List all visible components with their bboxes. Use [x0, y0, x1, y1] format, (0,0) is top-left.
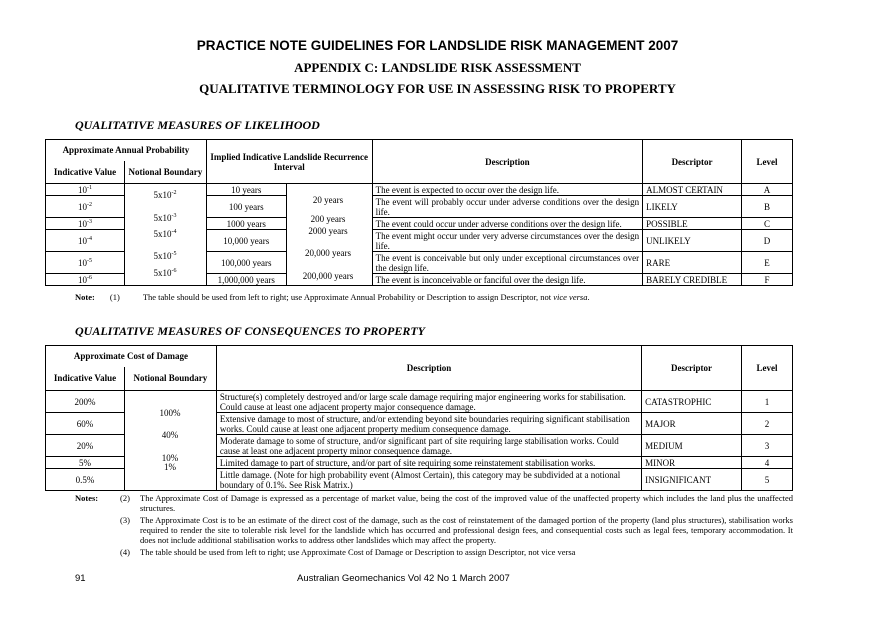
consequences-col-notional: Notional Boundary: [124, 367, 216, 391]
table-row: 5% Limited damage to part of structure, and/or part of site requiring some reinstatement stabilisation works. MINOR 4: [46, 457, 793, 469]
interval-boundary: 2000 years: [308, 226, 348, 236]
table-row: $10^{-6}$ 1,000,000 years The event is inconceivable or fanciful over the design life. BARELY CREDIBLE F: [46, 274, 793, 286]
note-item: (4) The table should be used from left to right; use Approximate Cost of Damage or Description to assign Descriptor, not vice versa: [120, 547, 576, 557]
boundary-value: $5x10^{-5}$: [153, 251, 177, 261]
page-number: 91: [75, 573, 86, 584]
boundary-value: $5x10^{-2}$: [153, 190, 177, 200]
consequences-col-descriptor: Descriptor: [642, 346, 742, 391]
boundary-value: $5x10^{-3}$: [153, 213, 177, 223]
consequences-col-description: Description: [216, 346, 641, 391]
likelihood-col-recurrence: Implied Indicative Landslide Recurrence Interval: [206, 140, 372, 184]
consequences-col-indicative: Indicative Value: [46, 367, 125, 391]
boundary-value: $5x10^{-4}$: [153, 229, 177, 239]
likelihood-col-group: Approximate Annual Probability: [46, 140, 207, 161]
consequences-col-group: Approximate Cost of Damage: [46, 346, 217, 367]
cost-boundary: 100%: [159, 408, 181, 418]
journal-footer: Australian Geomechanics Vol 42 No 1 March 2007: [297, 573, 510, 584]
cost-boundary: 1%: [164, 462, 176, 472]
table-row: $10^{-5}$ 100,000 years The event is conceivable but only under exceptional circumstances over the design life. RARE E: [46, 252, 793, 274]
table-row: 20% Moderate damage to some of structure, and/or significant part of site requiring large stabilisation works. Could cause at least one adjacent property minor consequence damage. MEDIUM 3: [46, 435, 793, 457]
table-row: $10^{-1}$ 10 years The event is expected to occur over the design life. ALMOST CERTAIN A: [46, 184, 793, 196]
table-row: 200% Structure(s) completely destroyed and/or large scale damage requiring major engineering works for stabilisation. Could cause at least one adjacent property major consequence damage. CATASTROPHIC 1: [46, 391, 793, 413]
likelihood-col-level: Level: [742, 140, 793, 184]
table-row: 0.5% Little damage. (Note for high probability event (Almost Certain), this category may be subdivided at a notional boundary of 0.1%. See Risk Matrix.) INSIGNIFICANT 5: [46, 469, 793, 491]
interval-boundary: 20 years: [312, 195, 344, 205]
consequences-col-level: Level: [742, 346, 793, 391]
appendix-title: APPENDIX C: LANDSLIDE RISK ASSESSMENT: [294, 60, 581, 75]
likelihood-col-indicative: Indicative Value: [46, 161, 125, 184]
boundary-value: $5x10^{-6}$: [153, 268, 177, 278]
page-subtitle: QUALITATIVE TERMINOLOGY FOR USE IN ASSESSING RISK TO PROPERTY: [199, 81, 676, 96]
page-title: PRACTICE NOTE GUIDELINES FOR LANDSLIDE RISK MANAGEMENT 2007: [196, 38, 679, 53]
table-row: $10^{-3}$ 1000 years The event could occur under adverse conditions over the design life. POSSIBLE C: [46, 218, 793, 230]
cost-boundary: 10%: [161, 453, 179, 463]
table-row: $10^{-4}$ 10,000 years The event might occur under very adverse circumstances over the design life. UNLIKELY D: [46, 230, 793, 252]
likelihood-note: Note: (1) The table should be used from left to right; use Approximate Annual Probability or Description to assign Descriptor, not vice versa.: [75, 292, 590, 302]
note-item: (3) The Approximate Cost is to be an estimate of the direct cost of the damage, such as the cost of reinstatement of the damaged portion of the property (land plus structures), stabilisation works required to render the site to tolerable risk level for the landslide which has occurred and professional design fees, and consequential costs such as legal fees, temporary accommodation. It does not include additional stabilisation works to address other landslides which may affect the property.: [120, 515, 793, 545]
table-row: $10^{-2}$ 100 years The event will probably occur under adverse conditions over the design life. LIKELY B: [46, 196, 793, 218]
note-item: Notes: (2) The Approximate Cost of Damage is expressed as a percentage of market value, being the cost of the improved value of the unaffected property which includes the land plus the unaffected structures.: [75, 493, 793, 513]
likelihood-heading: QUALITATIVE MEASURES OF LIKELIHOOD: [75, 118, 320, 132]
consequences-heading: QUALITATIVE MEASURES OF CONSEQUENCES TO PROPERTY: [75, 324, 425, 338]
consequences-notes: [75, 493, 793, 557]
table-row: 60% Extensive damage to most of structure, and/or extending beyond site boundaries requiring significant stabilisation works. Could cause at least one adjacent property medium consequence damage. MAJOR 2: [46, 413, 793, 435]
cost-boundary: 40%: [161, 430, 179, 440]
likelihood-col-description: Description: [372, 140, 643, 184]
likelihood-col-descriptor: Descriptor: [643, 140, 742, 184]
interval-boundary: 20,000 years: [305, 248, 351, 258]
interval-boundary: 200 years: [310, 214, 346, 224]
likelihood-col-notional: Notional Boundary: [124, 161, 206, 184]
interval-boundary: 200,000 years: [302, 271, 354, 281]
